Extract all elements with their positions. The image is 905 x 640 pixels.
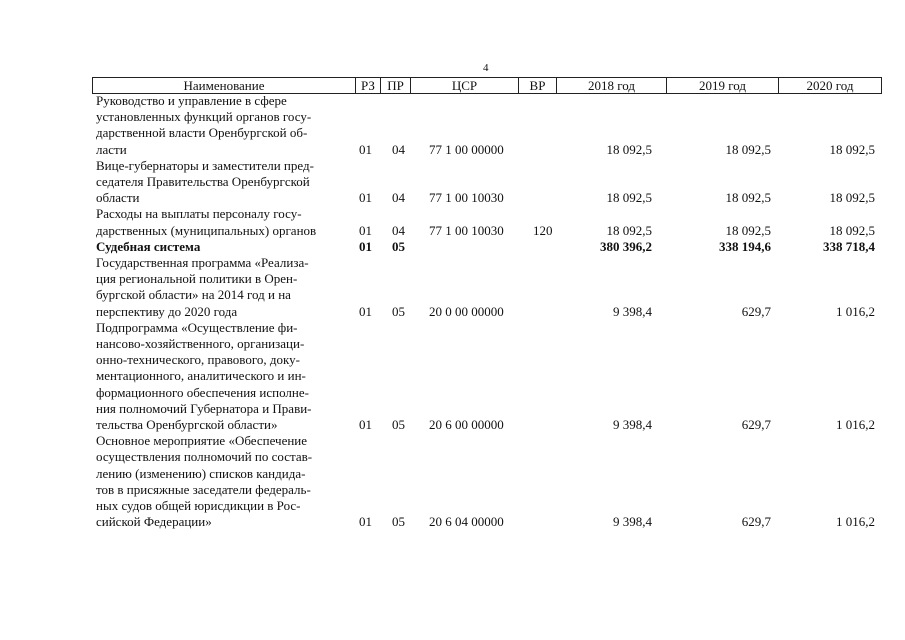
cell-csr: 20 0 00 00000 (429, 303, 504, 319)
row-name-line: ментационного, аналитического и ин- (96, 368, 306, 384)
row-name-line: осуществления полномочий по состав- (96, 449, 313, 465)
header-vr: ВР (518, 78, 556, 93)
cell-vr: 120 (533, 222, 553, 238)
row-name-line: Руководство и управление в сфере (96, 93, 287, 108)
cell-2019: 18 092,5 (725, 190, 771, 206)
header-pr: ПР (380, 78, 410, 93)
row-name-line: Подпрограмма «Осуществление фи- (96, 319, 298, 335)
cell-rz: 01 (359, 416, 372, 432)
row-name (96, 433, 351, 530)
table-row (0, 206, 905, 238)
row-name-line: нансово-хозяйственного, организаци- (96, 336, 305, 351)
row-name-line: лению (изменению) списков кандида- (96, 465, 306, 481)
header-csr: ЦСР (410, 78, 518, 93)
row-name-line: ных судов общей юрисдикции в Рос- (96, 498, 301, 513)
row-name-line: перспективу до 2020 года (96, 303, 238, 319)
row-name-line: тельства Оренбургской области» (96, 417, 278, 433)
page-number: 4 (483, 62, 489, 74)
cell-2019: 18 092,5 (725, 141, 771, 157)
cell-2019: 629,7 (741, 514, 771, 530)
table-row (0, 320, 905, 433)
row-name-line: Государственная программа «Реализа- (96, 255, 309, 270)
header-rz: РЗ (355, 78, 380, 93)
header-2018: 2018 год (556, 78, 666, 93)
cell-pr: 05 (392, 303, 405, 319)
cell-csr: 20 6 04 00000 (429, 514, 504, 530)
row-name-line: Вице-губернаторы и заместители пред- (96, 157, 314, 173)
row-name (96, 320, 351, 433)
cell-pr: 05 (392, 514, 405, 530)
table-row (0, 158, 905, 207)
row-name-line: ния полномочий Губернатора и Прави- (96, 400, 312, 416)
cell-2020: 18 092,5 (829, 141, 875, 157)
cell-pr: 05 (392, 238, 405, 254)
cell-2020: 1 016,2 (836, 416, 875, 432)
cell-2020: 18 092,5 (829, 190, 875, 206)
row-name-line: седателя Правительства Оренбургской (96, 174, 310, 189)
cell-2018: 9 398,4 (613, 514, 652, 530)
row-name (96, 93, 351, 158)
row-name-line: области (96, 190, 140, 206)
row-name-line: тов в присяжные заседатели федераль- (96, 481, 311, 497)
cell-2018: 18 092,5 (606, 141, 652, 157)
cell-2019: 18 092,5 (725, 222, 771, 238)
row-name-line: формационного обеспечения исполне- (96, 384, 309, 400)
cell-2020: 18 092,5 (829, 222, 875, 238)
cell-rz: 01 (359, 514, 372, 530)
row-name-line: дарственных (муниципальных) органов (96, 222, 317, 238)
cell-rz: 01 (359, 190, 372, 206)
cell-rz: 01 (359, 303, 372, 319)
row-name-line: дарственной власти Оренбургской об- (96, 125, 308, 141)
header-2019: 2019 год (666, 78, 778, 93)
table-header (92, 77, 882, 94)
cell-pr: 05 (392, 416, 405, 432)
row-name-line: Расходы на выплаты персоналу госу- (96, 206, 302, 222)
row-name-line: бургской области» на 2014 год и на (96, 287, 291, 303)
header-2020: 2020 год (778, 78, 882, 93)
cell-2020: 338 718,4 (823, 238, 875, 254)
cell-pr: 04 (392, 190, 405, 206)
row-name (96, 158, 351, 207)
cell-2018: 9 398,4 (613, 303, 652, 319)
cell-pr: 04 (392, 141, 405, 157)
cell-2019: 629,7 (741, 416, 771, 432)
header-name: Наименование (92, 78, 355, 93)
cell-2020: 1 016,2 (836, 303, 875, 319)
cell-pr: 04 (392, 222, 405, 238)
cell-rz: 01 (359, 141, 372, 157)
row-name-line: Судебная система (96, 238, 201, 254)
row-name (96, 255, 351, 320)
cell-2018: 380 396,2 (600, 238, 652, 254)
row-name-line: установленных функций органов госу- (96, 109, 312, 125)
cell-2018: 18 092,5 (606, 190, 652, 206)
row-name (96, 239, 351, 255)
table-row (0, 433, 905, 530)
row-name-line: Основное мероприятие «Обеспечение (96, 433, 308, 449)
cell-csr: 20 6 00 00000 (429, 416, 504, 432)
row-name-line: ласти (96, 141, 127, 157)
row-name-line: онно-технического, правового, доку- (96, 352, 300, 368)
cell-rz: 01 (359, 222, 372, 238)
cell-csr: 77 1 00 10030 (429, 190, 504, 206)
cell-csr: 77 1 00 00000 (429, 141, 504, 157)
table-row (0, 239, 905, 255)
row-name-line: ция региональной политики в Орен- (96, 271, 298, 287)
cell-csr: 77 1 00 10030 (429, 222, 504, 238)
cell-rz: 01 (359, 238, 372, 254)
row-name-line: сийской Федерации» (96, 514, 212, 530)
row-name (96, 206, 351, 238)
cell-2019: 338 194,6 (719, 238, 771, 254)
table-row (0, 93, 905, 158)
cell-2018: 9 398,4 (613, 416, 652, 432)
cell-2020: 1 016,2 (836, 514, 875, 530)
cell-2018: 18 092,5 (606, 222, 652, 238)
table-row (0, 255, 905, 320)
cell-2019: 629,7 (741, 303, 771, 319)
